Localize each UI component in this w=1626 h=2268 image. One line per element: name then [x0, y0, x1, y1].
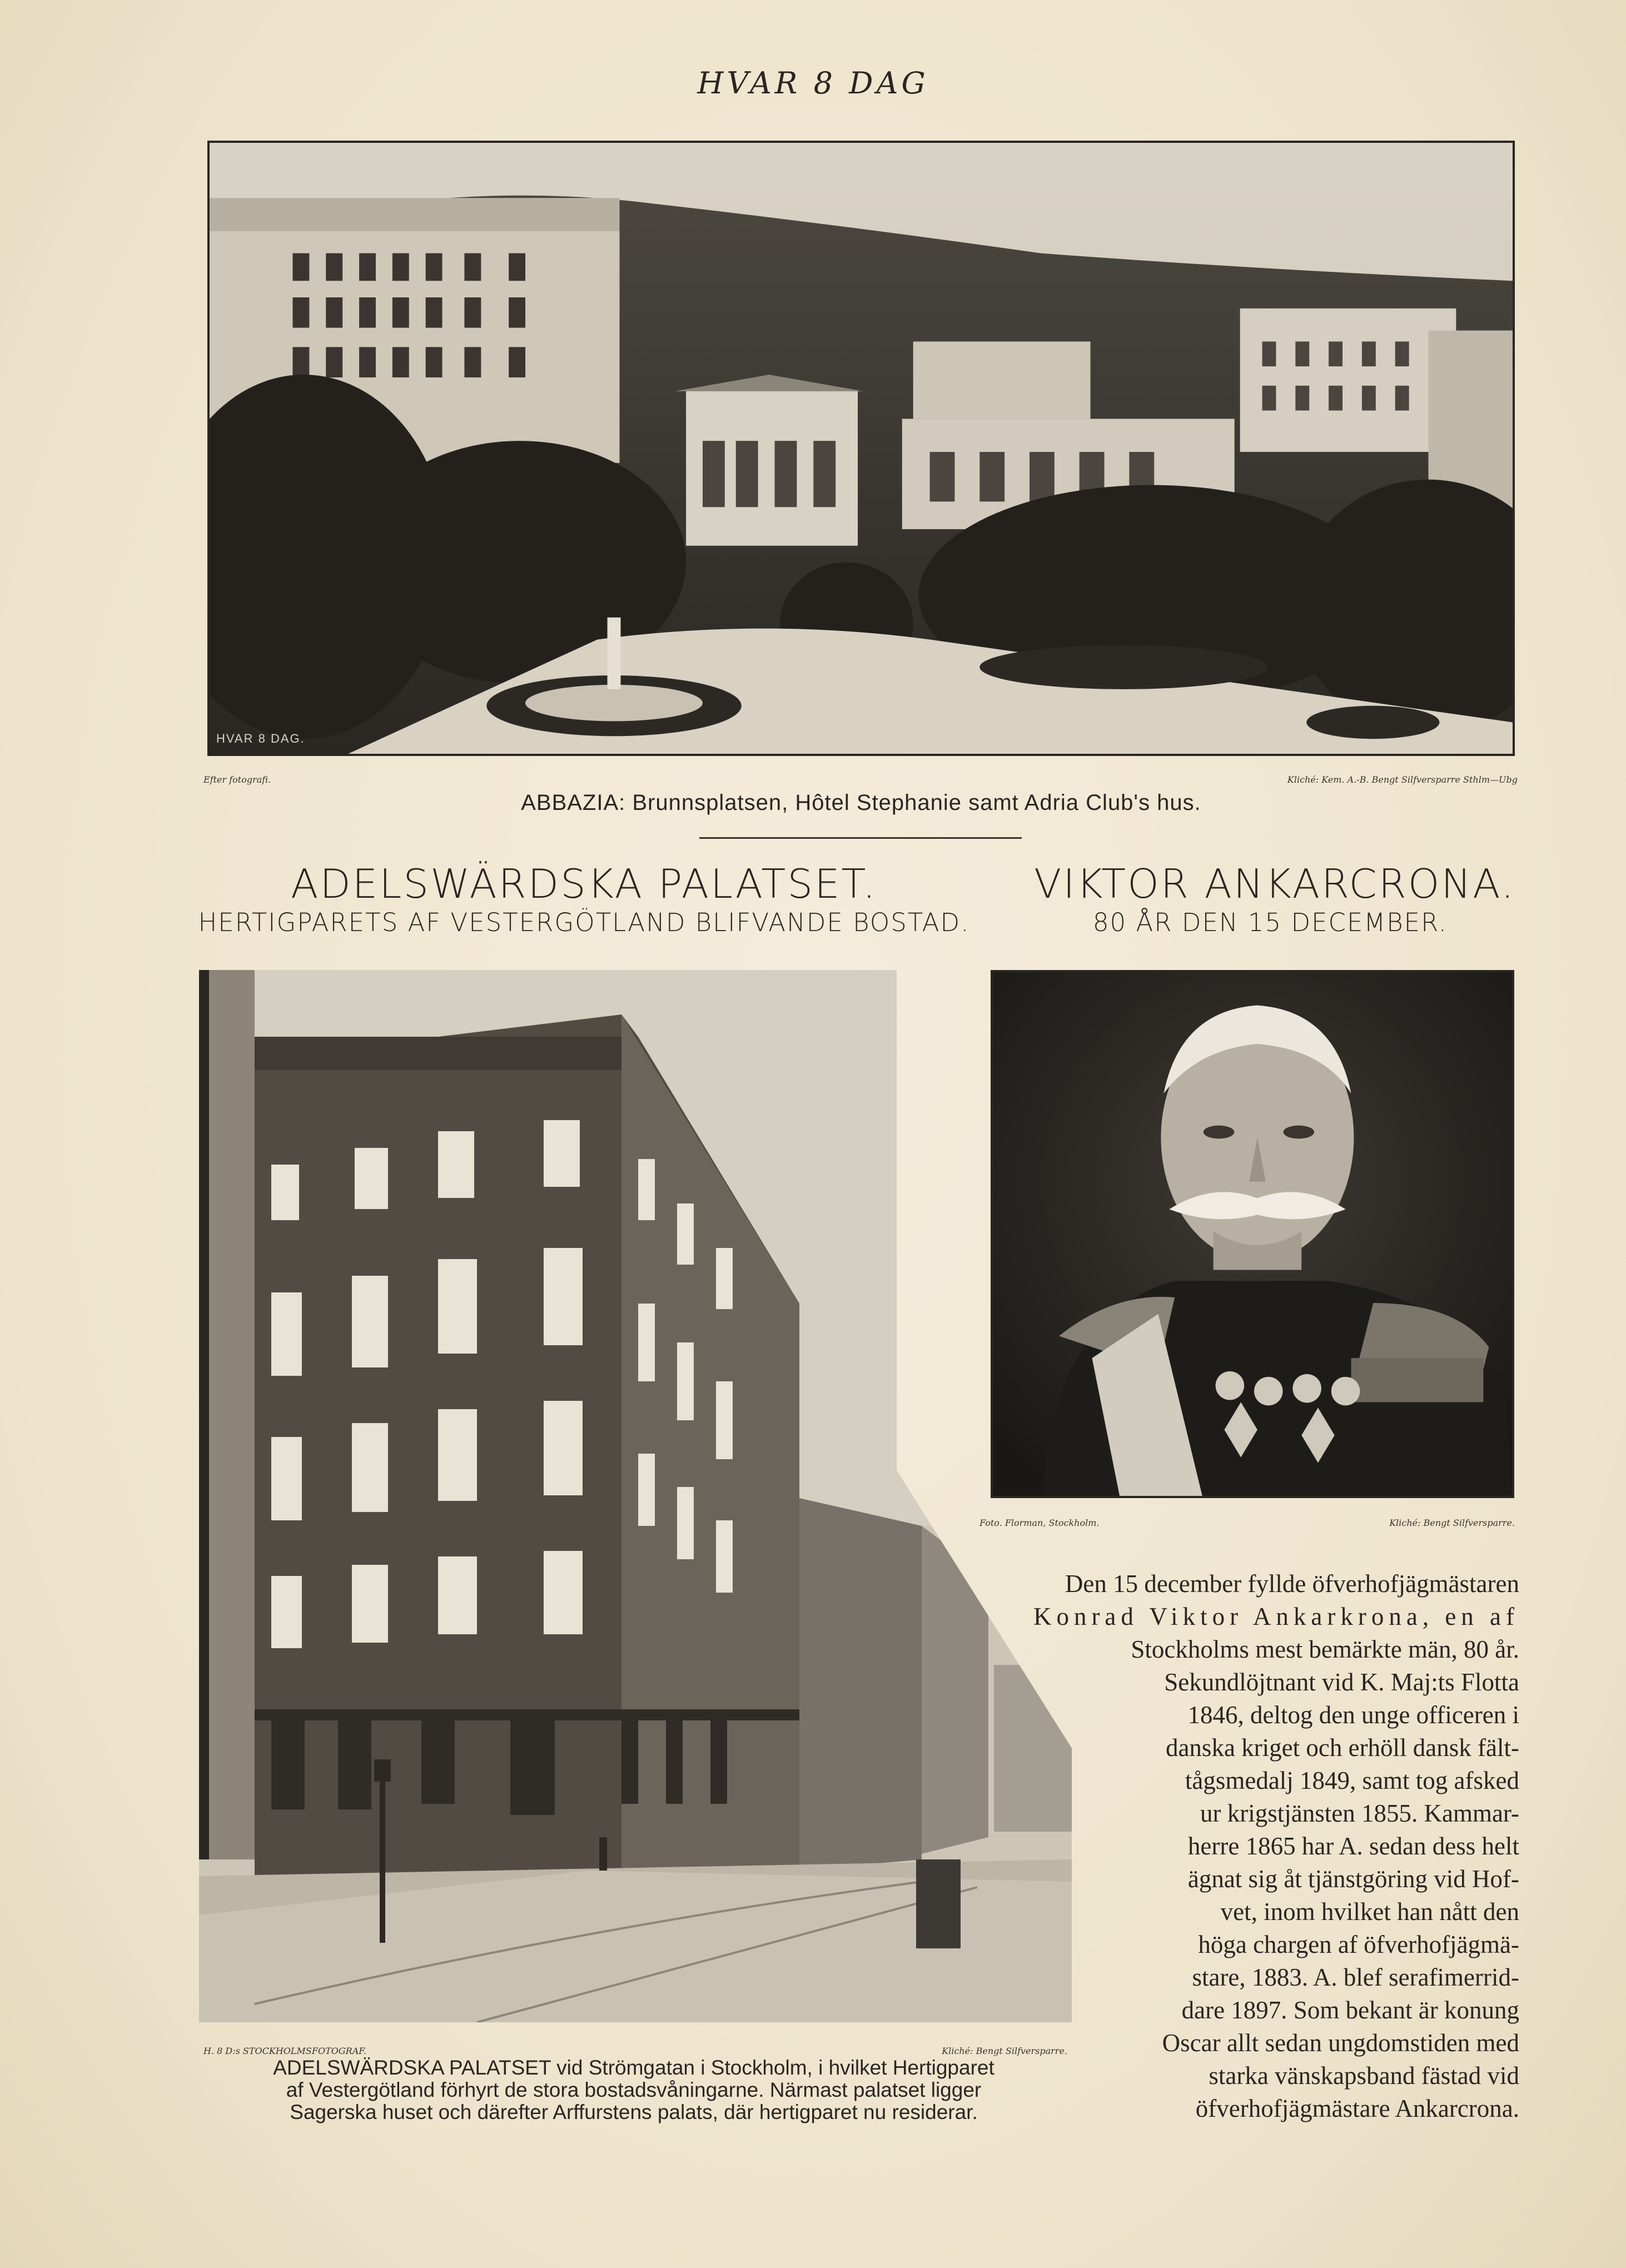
section-divider — [699, 837, 1022, 839]
article-line: tågsmedalj 1849, samt tog afsked — [1185, 1767, 1519, 1794]
article-line: Stockholms mest bemärkte män, 80 år. — [1131, 1635, 1519, 1663]
palace-caption-line: ADELSWÄRDSKA PALATSET vid Strömgatan i Stockholm, i hvilket Hertigparet — [273, 2056, 995, 2079]
article-line: höga chargen af öfverhofjägmä- — [1198, 1931, 1519, 1958]
palace-photo-credit: H. 8 D:s STOCKHOLMSFOTOGRAF. — [203, 2046, 366, 2056]
palace-caption-line: af Vestergötland förhyrt de stora bostadsvåningarne. Närmast palatset ligger — [286, 2078, 982, 2101]
article-line: danska kriget och erhöll dansk fält- — [1165, 1734, 1519, 1762]
page-header: HVAR 8 DAG — [697, 66, 929, 101]
palace-caption-line: Sagerska huset och därefter Arffurstens palats, där hertigparet nu residerar. — [290, 2101, 978, 2123]
portrait-subtitle: 80 ÅR DEN 15 DECEMBER. — [1092, 908, 1448, 937]
palace-cliche-credit: Kliché: Bengt Silfversparre. — [942, 2046, 1067, 2056]
portrait-photo-credit: Foto. Florman, Stockholm. — [979, 1518, 1100, 1528]
article-line: Den 15 december fyllde öfverhofjägmästaren — [1065, 1570, 1519, 1598]
palace-title: ADELSWÄRDSKA PALATSET. — [291, 861, 877, 907]
article-line: Sekundlöjtnant vid K. Maj:ts Flotta — [1164, 1668, 1519, 1696]
article-line: 1846, deltog den unge officeren i — [1187, 1701, 1519, 1729]
article-line: Oscar allt sedan ungdomstiden med — [1162, 2029, 1519, 2057]
article-line: stare, 1883. A. blef serafimerrid- — [1192, 1963, 1519, 1991]
abbazia-photo — [207, 141, 1515, 756]
article-text — [889, 1568, 1519, 2125]
portrait-photo-illustration — [993, 972, 1512, 1496]
portrait-cliche-credit: Kliché: Bengt Silfversparre. — [1389, 1518, 1515, 1528]
abbazia-caption: ABBAZIA: Brunnsplatsen, Hôtel Stephanie samt Adria Club's hus. — [521, 790, 1201, 815]
article-line: ur krigstjänsten 1855. Kammar- — [1200, 1799, 1519, 1827]
abbazia-cliche-credit: Kliché: Kem. A.-B. Bengt Silfversparre Sthlm—Ubg — [1287, 774, 1518, 785]
article-line: dare 1897. Som bekant är konung — [1181, 1996, 1519, 2024]
abbazia-watermark: HVAR 8 DAG. — [216, 732, 305, 745]
article-line: ägnat sig åt tjänstgöring vid Hof- — [1187, 1865, 1519, 1893]
article-line: vet, inom hvilket han nått den — [1220, 1898, 1519, 1926]
article-line: Konrad Viktor Ankarkrona, en af — [1033, 1603, 1519, 1630]
article-line: öfverhofjägmästare Ankarcrona. — [1195, 2095, 1519, 2122]
portrait-title: VIKTOR ANKARCRONA. — [1034, 861, 1516, 907]
article-line: starka vänskapsband fästad vid — [1209, 2062, 1519, 2090]
portrait-photo — [991, 970, 1514, 1498]
abbazia-photo-illustration — [210, 143, 1513, 754]
article-line: herre 1865 har A. sedan dess helt — [1187, 1832, 1519, 1860]
abbazia-photo-credit: Efter fotografi. — [203, 774, 271, 785]
palace-subtitle: HERTIGPARETS AF VESTERGÖTLAND BLIFVANDE BOSTAD. — [198, 908, 970, 937]
